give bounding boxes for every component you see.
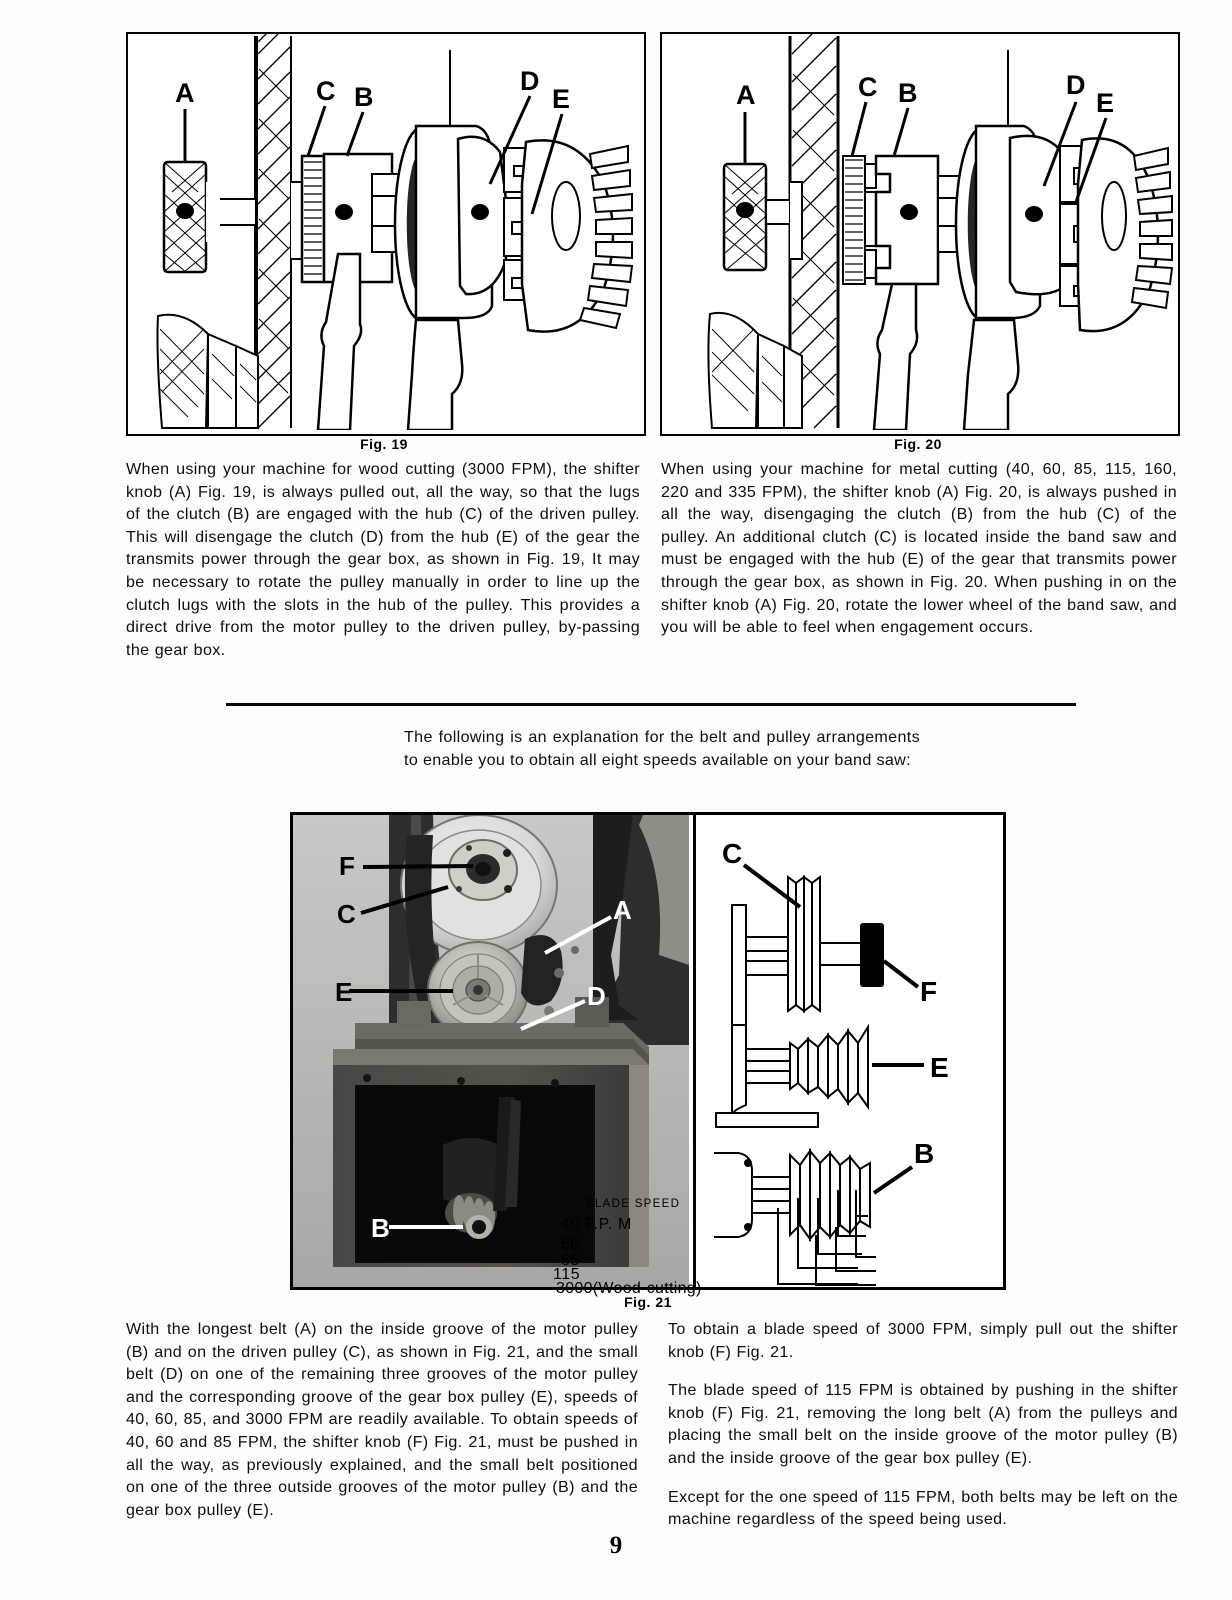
svg-text:E: E	[930, 1052, 949, 1083]
svg-text:B: B	[354, 82, 374, 112]
svg-text:A: A	[613, 895, 632, 925]
figure-19-caption: Fig. 19	[360, 436, 408, 452]
metal-cutting-paragraph: When using your machine for metal cutting (40, 60, 85, 115, 160, 220 and 335 FPM), the shifter knob (A) Fig. 20, is always pushed in all the way, disengaging the clutch (B) from the hub (C) of the pulley. An additional clutch (C) is located inside the band saw and must be engaged with the hub (E) of the gear that transmits power through the gear box, as shown in Fig. 20. When pushing in on the shifter knob (A) Fig. 20, rotate the lower wheel of the band saw, and you will be able to feel when engagement occurs.	[661, 460, 1177, 637]
blade-speed-85: 85	[561, 1252, 580, 1269]
svg-text:D: D	[1066, 70, 1086, 100]
svg-text:C: C	[316, 76, 336, 106]
svg-text:E: E	[552, 84, 571, 114]
blade-speed-legend-title: BLADE SPEED	[586, 1198, 681, 1210]
figure-21-pulley-diagram	[693, 815, 1003, 1287]
svg-text:B: B	[914, 1138, 935, 1169]
svg-text:B: B	[898, 78, 918, 108]
blade-speed-40: 40 F.P. M	[561, 1216, 632, 1233]
belt-pulley-intro-paragraph: The following is an explanation for the belt and pulley arrangements to enable you to obtain all eight speeds available on your band saw:	[404, 728, 920, 769]
speed-3000-paragraph: To obtain a blade speed of 3000 FPM, simply pull out the shifter knob (F) Fig. 21.	[668, 1320, 1178, 1361]
svg-text:E: E	[1096, 88, 1115, 118]
svg-text:C: C	[722, 838, 743, 869]
wood-cutting-paragraph: When using your machine for wood cutting (3000 FPM), the shifter knob (A) Fig. 19, is always pulled out, all the way, so that the lugs of the clutch (B) are engaged with the hub (C) of the driven pulley. This will disengage the clutch (D) from the hub (E) of the gear the transmits power through the gear box, as shown in Fig. 19, It may be necessary to rotate the pulley manually in order to line up the clutch lugs with the slots in the hub of the pulley. This provides a direct drive from the motor pulley to the driven pulley, by-passing the gear box.	[126, 460, 640, 659]
speed-selection-paragraphs	[668, 1318, 1178, 1531]
figure-19-illustration	[126, 32, 646, 436]
figure-21-caption: Fig. 21	[624, 1294, 672, 1310]
both-belts-paragraph: Except for the one speed of 115 FPM, both belts may be left on the machine regardless of the speed being used.	[668, 1487, 1178, 1529]
blade-speed-115: 115	[553, 1266, 581, 1283]
svg-text:F: F	[339, 851, 355, 881]
svg-text:A: A	[736, 80, 756, 110]
svg-text:D: D	[587, 981, 606, 1011]
svg-text:E: E	[335, 977, 353, 1007]
svg-text:C: C	[858, 72, 878, 102]
blade-speed-3000: 3000(Wood-cutting)	[556, 1280, 702, 1297]
figure-21-illustration	[290, 812, 1006, 1290]
svg-text:F: F	[920, 976, 938, 1007]
svg-text:A: A	[175, 78, 195, 108]
page-number: 9	[609, 1532, 623, 1559]
svg-text:D: D	[520, 66, 540, 96]
figure-20-caption: Fig. 20	[894, 436, 942, 452]
svg-text:B: B	[371, 1213, 390, 1243]
section-divider	[226, 703, 1076, 706]
belt-arrangement-paragraph: With the longest belt (A) on the inside groove of the motor pulley (B) and on the driven pulley (C), as shown in Fig. 21, and the small belt (D) on one of the remaining three grooves of the motor pulley and the corresponding groove of the gear box pulley (E), speeds of 40, 60, 85, and 3000 FPM are readily available. To obtain speeds of 40, 60 and 85 FPM, the shifter knob (F) Fig. 21, must be pushed in all the way, as previously explained, and the small belt positioned on one of the three outside grooves of the motor pulley (B) and the gear box pulley (E).	[126, 1320, 638, 1519]
speed-115-paragraph: The blade speed of 115 FPM is obtained by pushing in the shifter knob (F) Fig. 21, removing the long belt (A) from the pulleys and placing the small belt on the inside groove of the motor pulley (B) and the inside groove of the gear box pulley (E).	[668, 1381, 1178, 1467]
blade-speed-60: 60	[561, 1236, 580, 1253]
svg-text:C: C	[337, 899, 356, 929]
figure-20-illustration	[660, 32, 1180, 436]
